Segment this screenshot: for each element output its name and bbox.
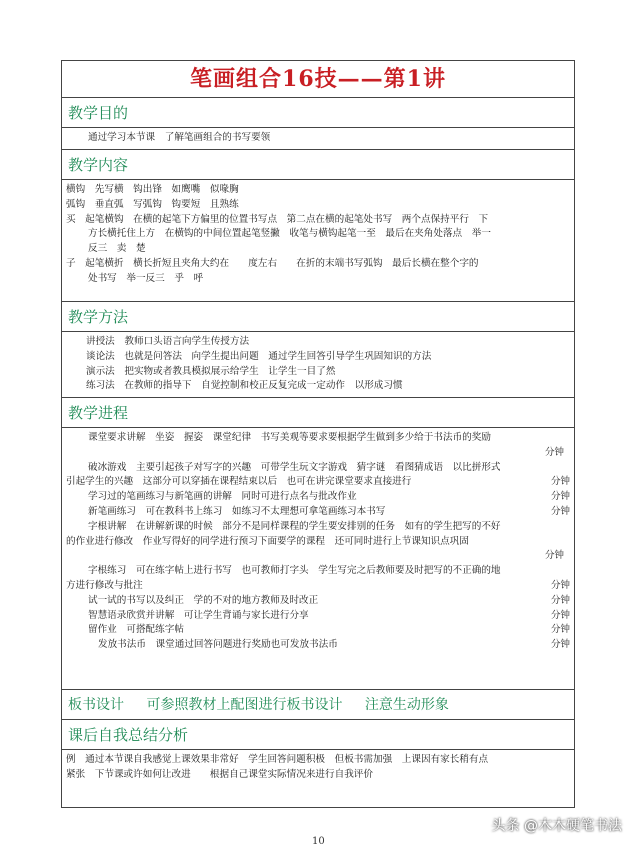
text-line: 方长横托住上方 在横钩的中间位置起笔竖撇 收笔与横钩起笔一至 最后在夹角处落点 举一 (88, 228, 491, 240)
board-text-2: 注意生动形象 (364, 697, 449, 713)
text-line: 紧张 下节课或许如何让改进 根据自己课堂实际情况来进行自我评价 (66, 768, 373, 780)
section-heading-reflection: 课后自我总结分析 (62, 720, 574, 750)
text-line: 字根练习 可在练字帖上进行书写 也可教师打字头 学生写完之后教师要及时把写的不正确的地 (88, 565, 501, 577)
minutes-label: 分钟 (550, 579, 570, 591)
text-line-with-minutes (62, 638, 574, 653)
minutes-label: 分钟 (550, 491, 570, 503)
text-line: 通过学习本节课 了解笔画组合的书写要领 (88, 132, 271, 143)
text-line: 买 起笔横钩 在横的起笔下方偏里的位置书写点 第二点在横的起笔处书写 两个点保持平行 下 (66, 213, 489, 225)
text-line: 试一试的书写以及纠正 学的不对的地方教师及时改正 (88, 594, 319, 606)
page-number: 10 (312, 836, 325, 847)
minutes-label: 分钟 (550, 624, 570, 636)
text-line: 发放书法币 课堂通过回答问题进行奖励也可发放书法币 (98, 639, 338, 651)
text-line: 练习法 在教师的指导下 自觉控制和校正反复完成一定动作 以形成习惯 (86, 380, 403, 392)
text-line-with-minutes (62, 505, 574, 520)
text-line: 留作业 可搭配练字帖 (88, 624, 184, 636)
text-line: 横钩 先写横 钩出锋 如鹰嘴 似喙胸 (66, 184, 239, 195)
text-line: 弧钩 垂直弧 写弧钩 钩要短 且熟练 (66, 198, 239, 210)
section-body-process (62, 428, 574, 690)
minutes-label: 分钟 (550, 594, 570, 606)
section-heading-method: 教学方法 (62, 302, 574, 332)
section-heading-board: 板书设计 (68, 697, 124, 713)
text-line-with-minutes (62, 623, 574, 638)
text-line-with-minutes (62, 490, 574, 505)
section-body-reflection (62, 750, 574, 783)
text-line-with-minutes (62, 579, 574, 594)
minutes-label: 分钟 (550, 505, 570, 517)
text-line-with-minutes (62, 594, 574, 609)
section-heading-content: 教学内容 (62, 150, 574, 180)
board-text-1: 可参照教材上配图进行板书设计 (146, 697, 343, 713)
minutes-label: 分钟 (544, 550, 564, 562)
text-line: 处书写 举一反三 乎 呼 (88, 272, 204, 284)
text-line: 学习过的笔画练习与新笔画的讲解 同时可进行点名与批改作业 (88, 491, 357, 503)
text-line-with-minutes (62, 475, 574, 490)
section-body-method (62, 332, 574, 398)
text-line: 子 起笔横折 横长折短且夹角大约在 度左右 在折的末端书写弧钩 最后长横在整个字的 (66, 257, 479, 269)
watermark: 头条 @木木硬笔书法 (491, 818, 622, 834)
minutes-label: 分钟 (544, 446, 564, 458)
text-line: 谈论法 也就是问答法 向学生提出问题 通过学生回答引导学生巩固知识的方法 (86, 350, 432, 362)
text-line: 方进行修改与批注 (66, 579, 143, 591)
section-heading-purpose: 教学目的 (62, 98, 574, 128)
text-line: 字根讲解 在讲解新课的时候 部分不是同样课程的学生要安排别的任务 如有的学生把写的不好 (88, 520, 501, 532)
text-line: 课堂要求讲解 坐姿 握姿 课堂纪律 书写美观等要求要根据学生做到多少给于书法币的奖励 (88, 432, 491, 443)
text-line: 新笔画练习 可在教科书上练习 如练习不太理想可拿笔画练习本书写 (88, 505, 386, 517)
text-line: 演示法 把实物或者教具模拟展示给学生 让学生一目了然 (86, 365, 336, 377)
text-line: 讲授法 教师口头语言向学生传授方法 (86, 336, 250, 347)
minutes-label: 分钟 (550, 609, 570, 621)
text-line: 引起学生的兴趣 这部分可以穿插在课程结束以后 也可在讲完课堂要求直接进行 (66, 476, 412, 488)
section-board-design (62, 690, 574, 720)
text-line: 例 通过本节课自我感觉上课效果非常好 学生回答问题积极 但板书需加强 上课因有家长稍有点 (66, 754, 489, 765)
section-heading-process: 教学进程 (62, 398, 574, 428)
text-line: 破冰游戏 主要引起孩子对写字的兴趣 可带学生玩文字游戏 猜字谜 看图猜成语 以比拼形式 (88, 461, 501, 473)
text-line-with-minutes (62, 609, 574, 624)
minutes-label: 分钟 (550, 476, 570, 488)
section-body-content (62, 180, 574, 302)
minutes-label: 分钟 (550, 639, 570, 651)
text-line: 反三 卖 楚 (88, 243, 146, 255)
lesson-plan-sheet (61, 60, 575, 808)
text-line: 的作业进行修改 作业写得好的同学进行预习下面要学的课程 还可同时进行上节课知识点巩固 (66, 535, 469, 547)
text-line: 智慧语录欣赏并讲解 可让学生背诵与家长进行分享 (88, 609, 309, 621)
page-title: 笔画组合16技——第1讲 (62, 61, 574, 98)
section-body-purpose (62, 128, 574, 150)
